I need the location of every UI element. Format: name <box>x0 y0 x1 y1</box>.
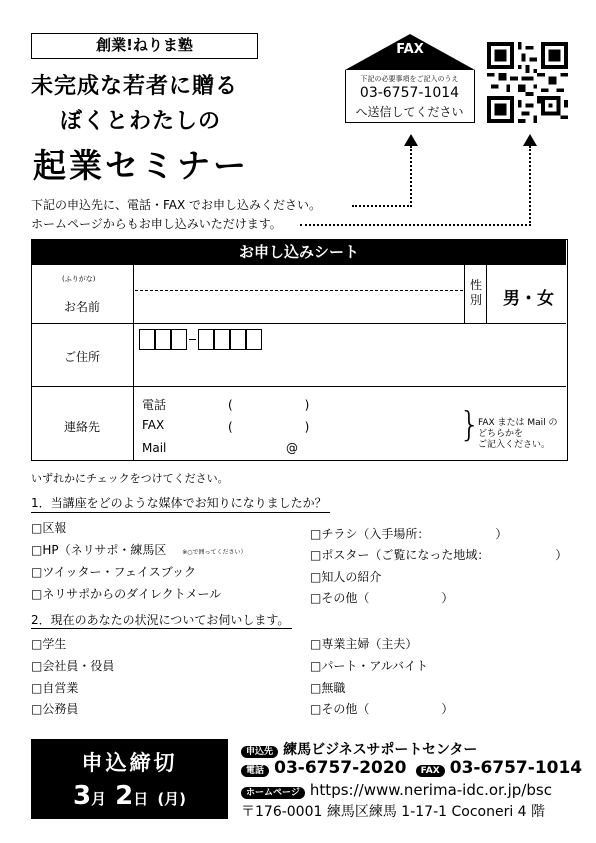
month-unit: 月 <box>91 790 107 808</box>
contact-web-row <box>241 780 552 799</box>
zip-digit-box[interactable] <box>139 329 155 350</box>
brace-icon: } <box>459 405 481 445</box>
deadline-title: 申込締切 <box>81 751 178 775</box>
address-field[interactable] <box>135 355 563 383</box>
fax-field[interactable]: ( ) <box>228 420 310 434</box>
furigana-divider <box>135 290 463 291</box>
zip-digit-box[interactable] <box>214 329 230 350</box>
option-part-time[interactable]: □パート・アルバイト <box>310 659 429 673</box>
fax-label: FAX <box>396 42 424 57</box>
title-line-2: ぼくとわたしの <box>60 109 222 134</box>
zip-digit-box[interactable] <box>246 329 262 350</box>
option-self-employed[interactable]: □自営業 <box>31 681 79 695</box>
option-employee[interactable]: □会社員・役員 <box>31 659 115 673</box>
arrow-line-fax <box>352 205 412 207</box>
website-link[interactable]: https://www.nerima-idc.or.jp/bsc <box>309 781 552 799</box>
form-title: お申し込みシート <box>32 240 566 265</box>
zip-digit-box[interactable] <box>230 329 246 350</box>
question-underline <box>31 628 292 629</box>
option-unemployed[interactable]: □無職 <box>310 681 346 695</box>
option-flyer[interactable]: □チラシ（入手場所： ） <box>310 527 508 541</box>
name-field[interactable] <box>135 292 463 321</box>
deadline-weekday: (月) <box>157 790 187 808</box>
fax-box <box>345 70 475 123</box>
arrow-line-web <box>529 146 531 226</box>
zip-digit-box[interactable] <box>155 329 171 350</box>
option-direct-mail[interactable]: □ネリサポからのダイレクトメール <box>31 587 222 601</box>
brand-label: 創業!ねりま塾 <box>31 33 258 59</box>
option-other-1[interactable]: □その他（ ） <box>310 591 454 605</box>
apply-tag: 申込先 <box>241 746 278 758</box>
option-civil-servant[interactable]: □公務員 <box>31 702 79 716</box>
sex-options[interactable]: 男・女 <box>503 289 554 309</box>
sex-label: 性別 <box>469 278 482 307</box>
fax-number: 03-6757-1014 <box>359 85 460 101</box>
phone-label: 電話 <box>142 398 167 412</box>
form-divider <box>32 323 566 324</box>
application-form <box>31 239 568 461</box>
contact-label: 連絡先 <box>64 420 101 434</box>
intro-line-2: ホームページからもお申し込みいただけます。 <box>31 217 282 231</box>
contact-phone-row <box>241 758 582 778</box>
option-referral[interactable]: □知人の紹介 <box>310 570 382 584</box>
option-kouhou[interactable]: □区報 <box>31 521 67 535</box>
zip-digit-box[interactable] <box>198 329 214 350</box>
name-label: お名前 <box>64 300 101 314</box>
phone-field[interactable]: ( ) <box>228 398 310 412</box>
qr-code-icon[interactable] <box>487 42 568 123</box>
zip-digit-box[interactable] <box>171 329 187 350</box>
org-name: 練馬ビジネスサポートセンター <box>283 742 478 758</box>
fax-tag: FAX <box>416 765 445 777</box>
deadline-month: 3 <box>72 781 92 811</box>
arrow-line-web <box>300 224 531 226</box>
title-line-1: 未完成な若者に贈る <box>31 74 239 99</box>
question-1-title: 1．当講座をどのような媒体でお知りになりましたか？ <box>31 496 327 510</box>
mail-label: Mail <box>142 441 167 455</box>
question-underline <box>31 512 330 513</box>
form-divider <box>486 265 487 323</box>
contact-note <box>478 418 574 451</box>
arrow-up-icon <box>523 134 537 146</box>
fax-send-text: へ送信してください <box>355 105 464 119</box>
contact-org-row <box>241 739 477 759</box>
option-poster[interactable]: □ポスター（ご覧になった地域： ） <box>310 548 568 562</box>
check-instruction: いずれかにチェックをつけてください。 <box>31 472 229 485</box>
intro-line-1: 下記の申込先に、電話・FAX でお申し込みください。 <box>31 198 322 212</box>
fax-note: 下記の必要事項をご記入のうえ <box>360 75 459 83</box>
tel-tag: 電話 <box>241 765 269 777</box>
option-hp-label: □HP（ネリサポ・練馬区 <box>31 543 167 557</box>
option-other-2[interactable]: □その他（ ） <box>310 702 454 716</box>
furigana-field[interactable] <box>135 267 463 289</box>
form-divider <box>464 265 465 323</box>
question-2-title: 2．現在のあなたの状況についてお伺いします。 <box>31 613 290 627</box>
option-homemaker[interactable]: □専業主婦（主夫） <box>310 637 418 651</box>
zip-dash <box>189 339 196 340</box>
deadline-box <box>31 739 228 819</box>
web-tag: ホームページ <box>241 787 305 799</box>
title-line-3: 起業セミナー <box>33 146 249 185</box>
arrow-line-fax <box>410 146 412 207</box>
option-hp[interactable] <box>31 541 246 558</box>
option-sns[interactable]: □ツイッター・フェイスブック <box>31 565 196 579</box>
fax-label: FAX <box>142 418 165 432</box>
day-unit: 日 <box>133 790 149 808</box>
arrow-up-icon <box>404 134 418 146</box>
contact-note-line: ご記入ください。 <box>478 440 551 450</box>
tel-number[interactable]: 03-6757-2020 <box>274 758 407 778</box>
option-student[interactable]: □学生 <box>31 637 67 651</box>
address-label: ご住所 <box>64 350 101 364</box>
deadline-day: 2 <box>115 781 134 811</box>
option-hp-note: ※○で囲ってください） <box>182 549 247 556</box>
mail-field[interactable]: @ <box>286 441 298 455</box>
fax-number-contact: 03-6757-1014 <box>449 758 583 778</box>
contact-note-line: FAX または Mail の <box>478 418 558 428</box>
form-divider <box>32 386 566 387</box>
deadline-date <box>31 781 228 811</box>
form-divider <box>133 265 134 460</box>
furigana-label: (ふりがな) <box>62 275 96 283</box>
contact-address: 〒176-0001 練馬区練馬 1-17-1 Coconeri 4 階 <box>241 804 546 820</box>
contact-note-line: どちらかを <box>478 429 524 439</box>
